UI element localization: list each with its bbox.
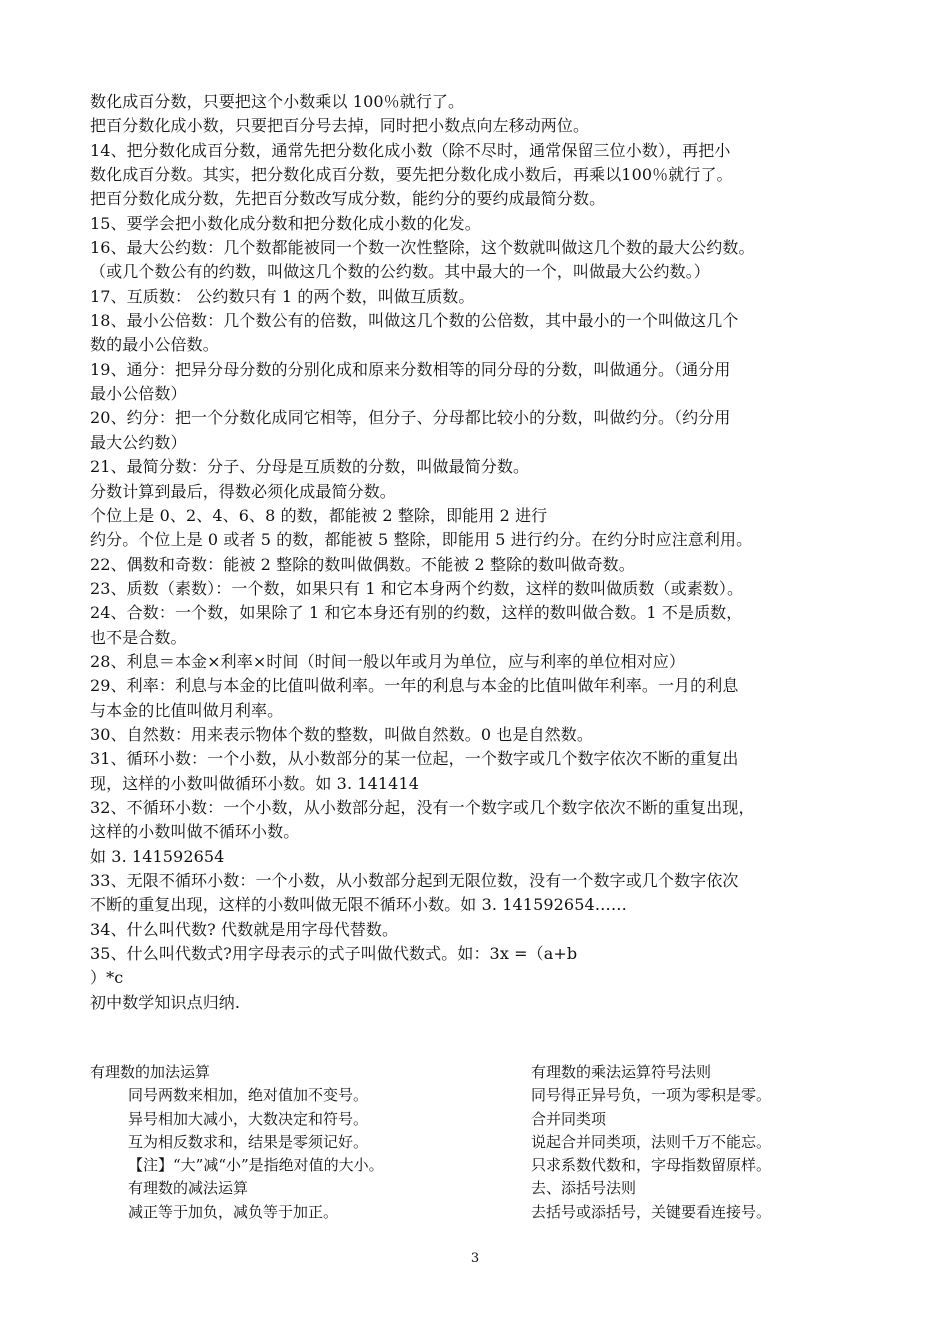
left-column-line: 减正等于加负，减负等于加正。 xyxy=(128,1202,339,1221)
text-line: 22、偶数和奇数：能被 2 整除的数叫做偶数。不能被 2 整除的数叫做奇数。 xyxy=(90,554,635,574)
text-line: 初中数学知识点归纳. xyxy=(90,992,241,1012)
text-line: （或几个数公有的约数，叫做这几个数的公约数。其中最大的一个，叫做最大公约数。） xyxy=(90,262,710,282)
left-column-line: 有理数的减法运算 xyxy=(128,1179,249,1198)
text-line: 16、最大公约数：几个数都能被同一个数一次性整除，这个数就叫做这几个数的最大公约数。 xyxy=(90,238,755,258)
page-number: 3 xyxy=(470,1251,480,1266)
right-column-line: 说起合并同类项，法则千万不能忘。 xyxy=(531,1132,772,1151)
text-line: 24、合数：一个数，如果除了 1 和它本身还有别的约数，这样的数叫做合数。1 不是质数， xyxy=(90,603,743,623)
text-line: 30、自然数：用来表示物体个数的整数，叫做自然数。0 也是自然数。 xyxy=(90,724,593,744)
left-column-line: 同号两数来相加，绝对值加不变号。 xyxy=(128,1086,369,1105)
right-column-line: 去括号或添括号，关键要看连接号。 xyxy=(531,1202,772,1221)
text-line: 也不是合数。 xyxy=(90,627,187,647)
text-line: 把百分数化成分数，先把百分数改写成分数，能约分的要约成最简分数。 xyxy=(90,189,606,209)
right-column-line: 有理数的乘法运算符号法则 xyxy=(531,1063,712,1081)
left-column-line: 有理数的加法运算 xyxy=(90,1063,211,1081)
text-line: 15、要学会把小数化成分数和把分数化成小数的化发。 xyxy=(90,213,481,233)
left-column-line: 异号相加大减小，大数决定和符号。 xyxy=(128,1109,369,1128)
text-line: 33、无限不循环小数：一个小数，从小数部分起到无限位数，没有一个数字或几个数字依次 xyxy=(90,871,739,890)
left-column-line: 【注】“大”减“小”是指绝对值的大小。 xyxy=(128,1156,384,1175)
text-line: 20、约分：把一个分数化成同它相等，但分子、分母都比较小的分数，叫做约分。（约分用 xyxy=(90,408,731,428)
text-line: 23、质数（素数）：一个数，如果只有 1 和它本身两个约数，这样的数叫做质数（或素数）。 xyxy=(90,578,744,598)
text-line: 35、什么叫代数式?用字母表示的式子叫做代数式。如：3x =（a+b xyxy=(90,944,578,964)
text-line: 18、最小公倍数：几个数公有的倍数，叫做这几个数的公倍数，其中最小的一个叫做这几个 xyxy=(90,311,739,331)
right-column-line: 去、添括号法则 xyxy=(531,1179,637,1198)
right-column-line: 同号得正异号负，一项为零积是零。 xyxy=(531,1086,772,1105)
left-column xyxy=(90,1061,490,1224)
text-line: 最大公约数） xyxy=(90,432,187,452)
text-line: 不断的重复出现，这样的小数叫做无限不循环小数。如 3. 141592654…… xyxy=(90,895,627,915)
text-line: 与本金的比值叫做月利率。 xyxy=(90,700,284,720)
text-line: 29、利率：利息与本金的比值叫做利率。一年的利息与本金的比值叫做年利率。一月的利息 xyxy=(90,676,739,696)
text-line: 34、什么叫代数? 代数就是用字母代替数。 xyxy=(90,919,399,939)
text-line: 分数计算到最后，得数必须化成最简分数。 xyxy=(90,481,396,501)
text-line: 21、最简分数：分子、分母是互质数的分数，叫做最简分数。 xyxy=(90,457,530,477)
text-line: 32、不循环小数：一个小数，从小数部分起，没有一个数字或几个数字依次不断的重复出现， xyxy=(90,797,755,817)
text-line: 28、利息＝本金×利率×时间（时间一般以年或月为单位，应与利率的单位相对应） xyxy=(90,651,685,671)
main-text-block xyxy=(90,90,870,1015)
text-line: 约分。个位上是 0 或者 5 的数，都能被 5 整除，即能用 5 进行约分。在约分时应注意利用。 xyxy=(90,530,753,550)
text-line: 如 3. 141592654 xyxy=(90,846,225,866)
text-line: 个位上是 0、2、4、6、8 的数，都能被 2 整除，即能用 2 进行 xyxy=(90,505,548,525)
text-line: 数化成百分数。其实，把分数化成百分数，要先把分数化成小数后，再乘以100％就行了。 xyxy=(90,165,733,185)
text-line: 把百分数化成小数，只要把百分号去掉，同时把小数点向左移动两位。 xyxy=(90,116,590,136)
text-line: 最小公倍数） xyxy=(90,384,187,404)
text-line: 14、把分数化成百分数，通常先把分数化成小数（除不尽时，通常保留三位小数），再把小 xyxy=(90,140,731,160)
right-column-line: 合并同类项 xyxy=(531,1109,607,1128)
text-line: 19、通分：把异分母分数的分别化成和原来分数相等的同分母的分数，叫做通分。（通分用 xyxy=(90,359,731,379)
text-line: 17、互质数： 公约数只有 1 的两个数，叫做互质数。 xyxy=(90,286,475,306)
text-line: 数化成百分数，只要把这个小数乘以 100％就行了。 xyxy=(90,92,465,111)
right-column-line: 只求系数代数和，字母指数留原样。 xyxy=(531,1156,772,1175)
right-column xyxy=(531,1061,891,1224)
text-line: 这样的小数叫做不循环小数。 xyxy=(90,822,300,842)
left-column-line: 互为相反数求和，结果是零须记好。 xyxy=(128,1132,369,1151)
text-line: ）*c xyxy=(90,968,124,988)
text-line: 现，这样的小数叫做循环小数。如 3. 141414 xyxy=(90,773,420,793)
text-line: 数的最小公倍数。 xyxy=(90,335,219,355)
text-line: 31、循环小数：一个小数，从小数部分的某一位起，一个数字或几个数字依次不断的重复出 xyxy=(90,749,739,769)
